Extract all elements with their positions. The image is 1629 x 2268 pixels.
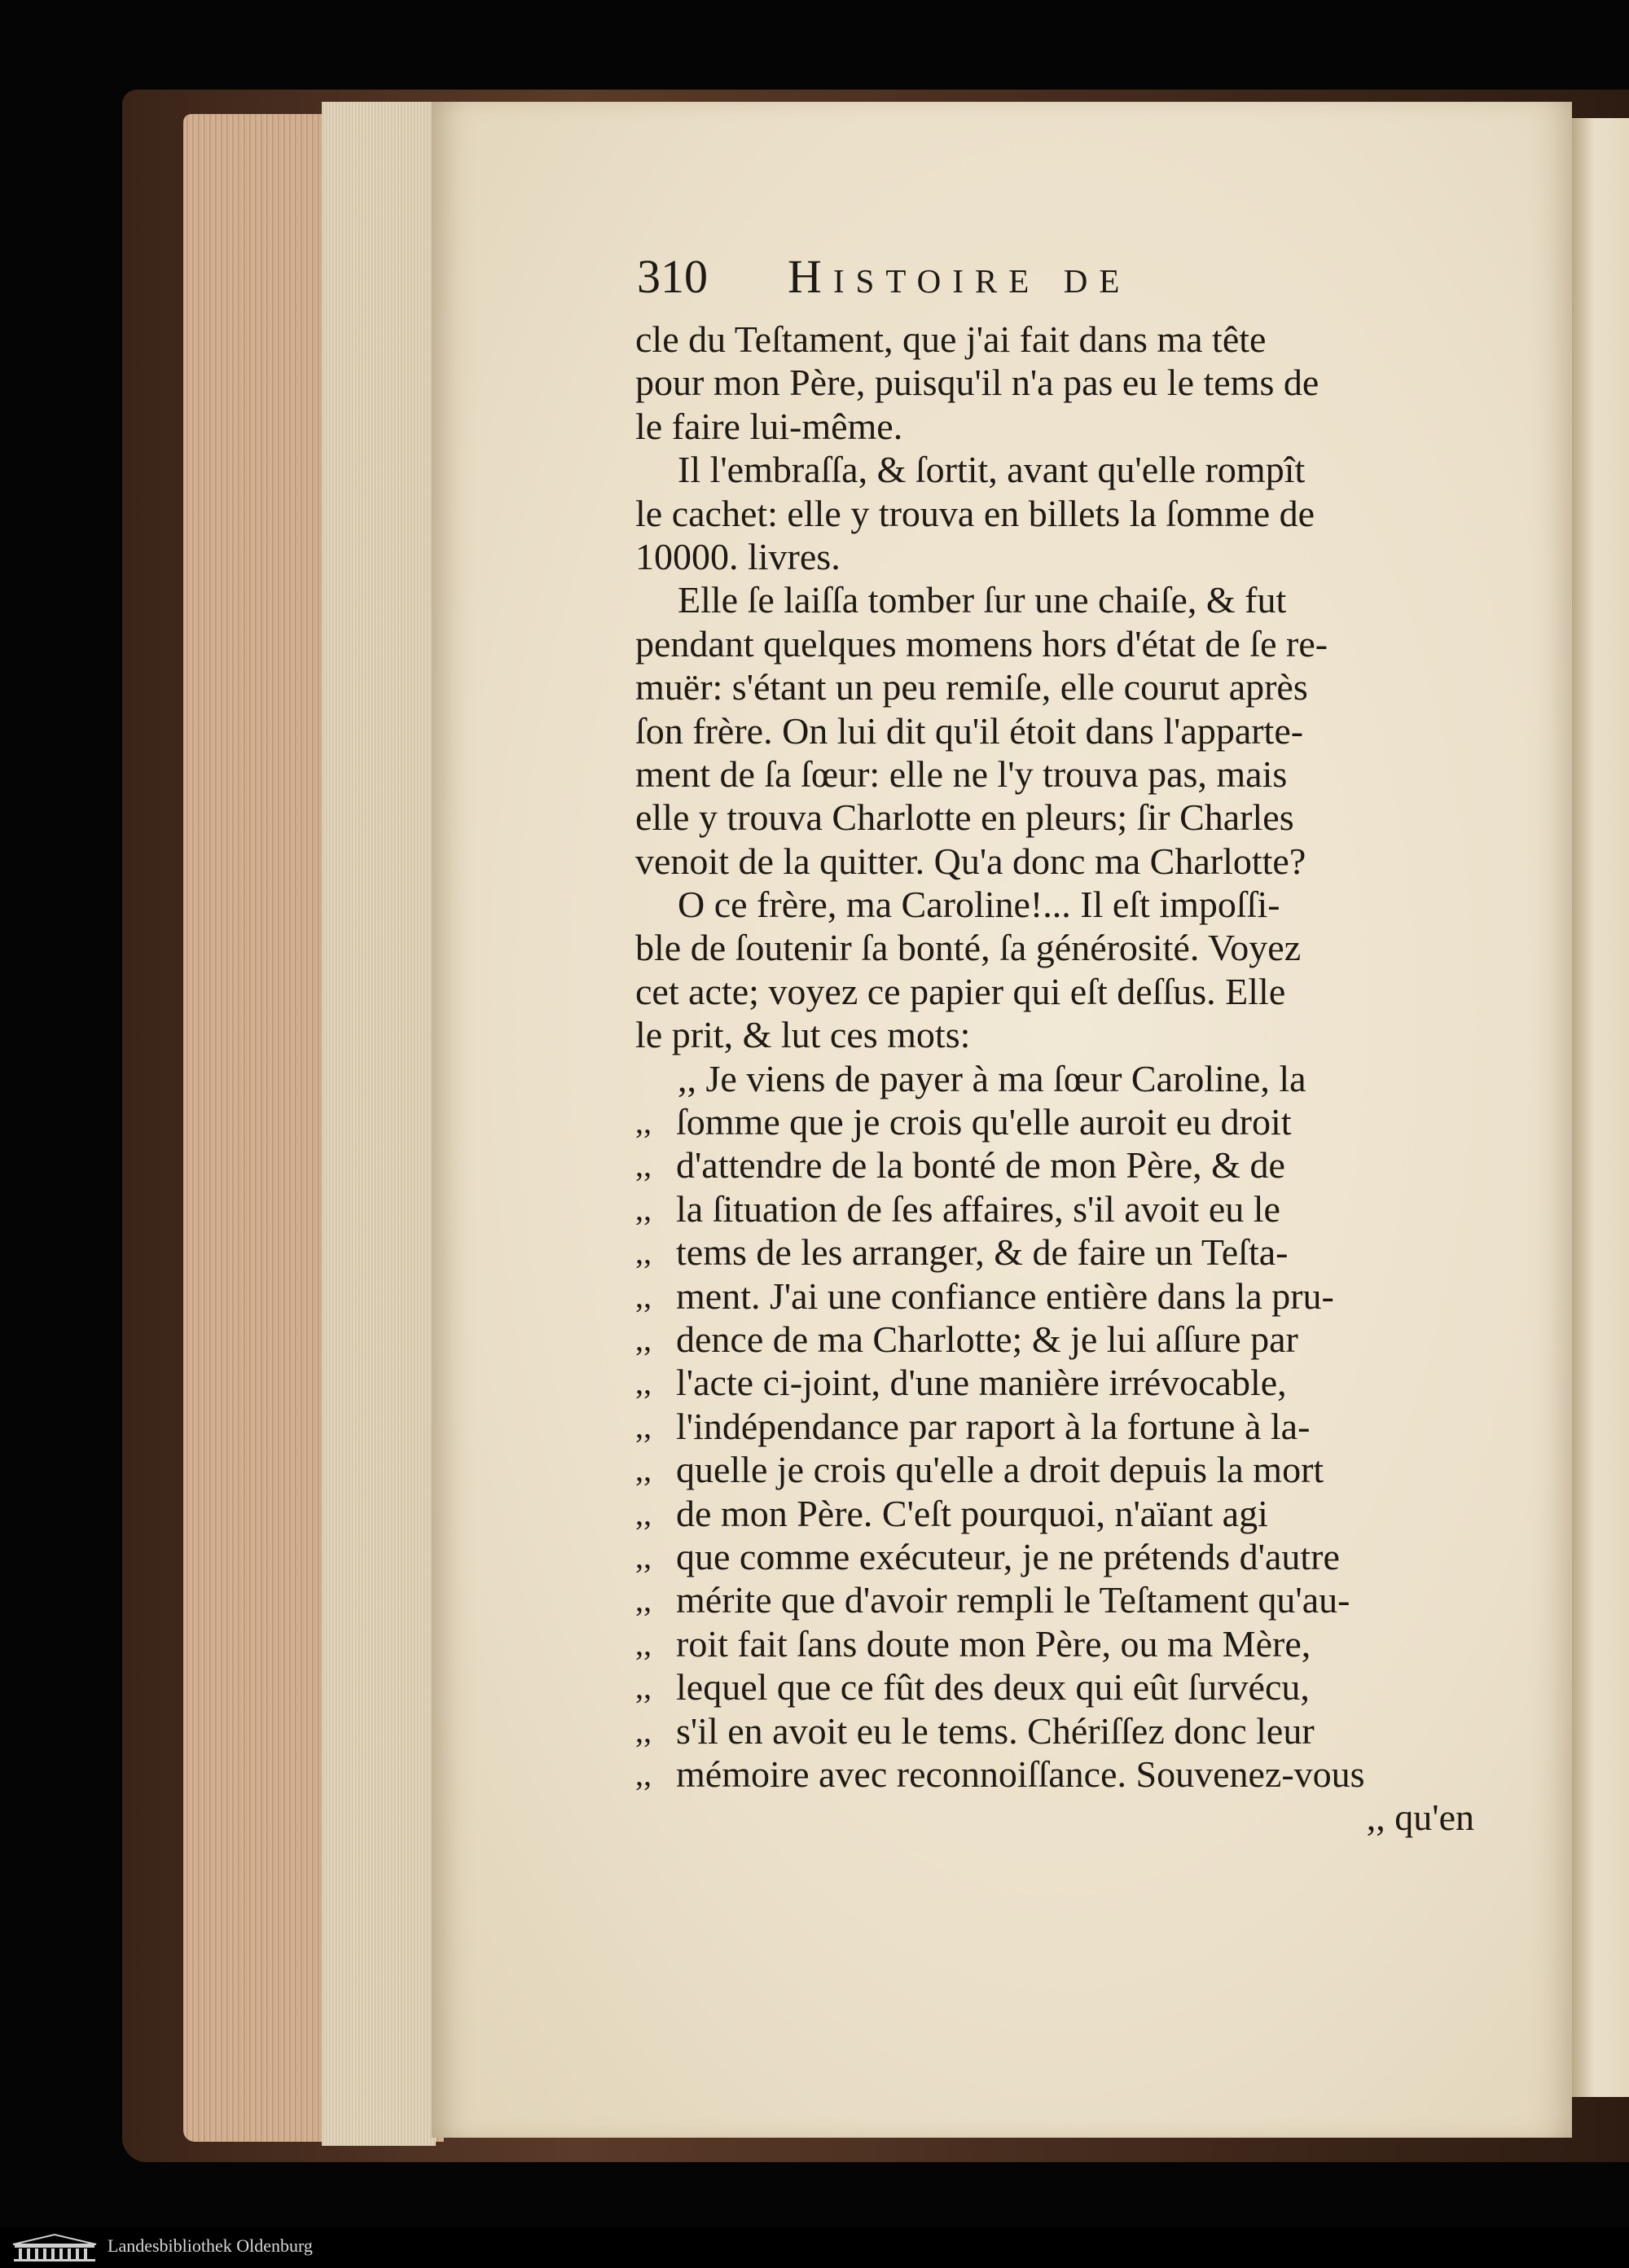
quote-mark: ,, bbox=[635, 1669, 652, 1706]
footer-label: Landesbibliothek Oldenburg bbox=[108, 2235, 313, 2256]
quote-mark: ,, bbox=[635, 1190, 652, 1227]
text-line bbox=[635, 1143, 1474, 1187]
line-text: que comme exécuteur, je ne prétends d'autre bbox=[676, 1535, 1340, 1577]
text-line bbox=[635, 1709, 1474, 1753]
text-line bbox=[635, 318, 1474, 361]
text-line bbox=[635, 1622, 1474, 1665]
line-text: l'indépendance par raport à la fortune à la- bbox=[676, 1405, 1311, 1447]
quote-mark: ,, bbox=[635, 1234, 652, 1271]
line-text: pour mon Père, puisqu'il n'a pas eu le tems de bbox=[635, 362, 1319, 404]
quote-mark: ,, bbox=[635, 1407, 652, 1445]
text-line bbox=[635, 1231, 1474, 1274]
text-line bbox=[635, 665, 1474, 708]
text-line bbox=[635, 492, 1474, 535]
text-line bbox=[635, 883, 1474, 926]
page-edges-inner bbox=[322, 102, 436, 2146]
line-text: roit fait ſans doute mon Père, ou ma Mère, bbox=[676, 1622, 1311, 1665]
line-text: elle y trouva Charlotte en pleurs; ſir Charles bbox=[635, 796, 1294, 839]
line-text: Il l'embraſſa, & ſortit, avant qu'elle rompît bbox=[678, 449, 1306, 491]
quote-mark: ,, bbox=[635, 1625, 652, 1662]
line-text: 10000. livres. bbox=[635, 535, 841, 577]
line-text: muër: s'étant un peu remiſe, elle courut après bbox=[635, 666, 1308, 708]
quote-mark: ,, bbox=[635, 1147, 652, 1184]
text-line bbox=[635, 970, 1474, 1013]
line-text: cet acte; voyez ce papier qui eſt deſſus. Elle bbox=[635, 970, 1286, 1012]
text-line bbox=[635, 1535, 1474, 1578]
text-line bbox=[635, 1665, 1474, 1709]
text-line bbox=[635, 1578, 1474, 1621]
text-line bbox=[635, 840, 1474, 883]
facing-page-edge bbox=[1572, 118, 1629, 2097]
text-line bbox=[635, 1796, 1474, 1839]
text-line bbox=[635, 1100, 1474, 1143]
line-text: tems de les arranger, & de faire un Teſta- bbox=[676, 1231, 1289, 1274]
text-line bbox=[635, 752, 1474, 796]
line-text: O ce frère, ma Caroline!... Il eſt impoſſi- bbox=[678, 884, 1280, 926]
quote-mark: ,, bbox=[635, 1581, 652, 1619]
text-line bbox=[635, 405, 1474, 448]
text-line bbox=[635, 361, 1474, 404]
text-line bbox=[635, 709, 1474, 752]
text-line bbox=[635, 578, 1474, 621]
quote-mark: ,, bbox=[635, 1755, 652, 1792]
running-title: Histoire de bbox=[788, 250, 1131, 303]
text-line bbox=[635, 1448, 1474, 1491]
line-text: de mon Père. C'eſt pourquoi, n'aïant agi bbox=[676, 1492, 1268, 1534]
line-text: venoit de la quitter. Qu'a donc ma Charlotte? bbox=[635, 840, 1306, 882]
footer-bar bbox=[0, 2227, 1629, 2268]
text-line bbox=[635, 1274, 1474, 1318]
text-line bbox=[635, 1405, 1474, 1448]
text-line bbox=[635, 1057, 1474, 1100]
text-line bbox=[635, 1361, 1474, 1404]
line-text: l'acte ci-joint, d'une manière irrévocable, bbox=[676, 1362, 1287, 1404]
page-number: 310 bbox=[637, 250, 708, 303]
line-text: le prit, & lut ces mots: bbox=[635, 1014, 971, 1056]
line-text: mérite que d'avoir rempli le Teſtament qu'au- bbox=[676, 1579, 1350, 1621]
text-line bbox=[635, 535, 1474, 578]
line-text: s'il en avoit eu le tems. Chériſſez donc leur bbox=[676, 1709, 1315, 1752]
page-header bbox=[637, 248, 1468, 305]
quote-mark: ,, bbox=[635, 1451, 652, 1489]
quote-mark: ,, bbox=[635, 1277, 652, 1314]
quote-mark: ,, bbox=[635, 1320, 652, 1358]
line-text: ſon frère. On lui dit qu'il étoit dans l'apparte- bbox=[635, 709, 1304, 752]
text-line bbox=[635, 1753, 1474, 1796]
line-text: ment. J'ai une confiance entière dans la pru- bbox=[676, 1274, 1334, 1317]
quote-mark: ,, bbox=[635, 1103, 652, 1141]
line-text: la ſituation de ſes affaires, s'il avoit eu le bbox=[676, 1187, 1280, 1230]
line-text: le faire lui-même. bbox=[635, 405, 903, 447]
body-text bbox=[635, 318, 1474, 1840]
line-text: ,, qu'en bbox=[1366, 1796, 1474, 1839]
line-text: ſomme que je crois qu'elle auroit eu droit bbox=[676, 1101, 1292, 1143]
line-text: le cachet: elle y trouva en billets la ſomme de bbox=[635, 492, 1315, 534]
line-text: d'attendre de la bonté de mon Père, & de bbox=[676, 1144, 1285, 1187]
line-text: mémoire avec reconnoiſſance. Souvenez-vous bbox=[676, 1753, 1365, 1795]
line-text: quelle je crois qu'elle a droit depuis la mort bbox=[676, 1449, 1324, 1491]
library-building-icon bbox=[11, 2233, 98, 2262]
line-text: ble de ſoutenir ſa bonté, ſa générosité. Voyez bbox=[635, 927, 1302, 969]
quote-mark: ,, bbox=[635, 1538, 652, 1575]
text-line bbox=[635, 1013, 1474, 1056]
line-text: ment de ſa ſœur: elle ne l'y trouva pas, mais bbox=[635, 752, 1288, 795]
text-line bbox=[635, 1187, 1474, 1231]
text-line bbox=[635, 622, 1474, 665]
quote-mark: ,, bbox=[635, 1364, 652, 1402]
line-text: dence de ma Charlotte; & je lui aſſure par bbox=[676, 1318, 1298, 1360]
text-line bbox=[635, 1492, 1474, 1535]
text-line bbox=[635, 926, 1474, 969]
line-text: pendant quelques momens hors d'état de ſe re- bbox=[635, 622, 1328, 665]
line-text: ,, Je viens de payer à ma ſœur Caroline, la bbox=[678, 1057, 1306, 1099]
text-line bbox=[635, 1318, 1474, 1361]
text-line bbox=[635, 448, 1474, 491]
quote-mark: ,, bbox=[635, 1494, 652, 1532]
line-text: cle du Teſtament, que j'ai fait dans ma tête bbox=[635, 318, 1267, 360]
line-text: lequel que ce fût des deux qui eût ſurvécu, bbox=[676, 1666, 1310, 1709]
quote-mark: ,, bbox=[635, 1712, 652, 1749]
line-text: Elle ſe laiſſa tomber ſur une chaiſe, & fut bbox=[678, 579, 1287, 621]
text-line bbox=[635, 796, 1474, 839]
